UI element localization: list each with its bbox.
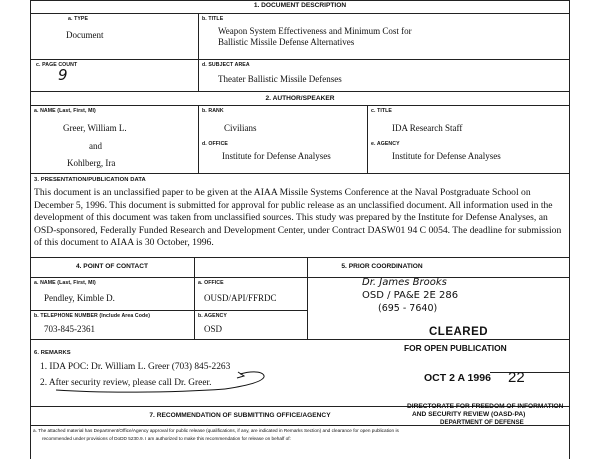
section-5-header: 5. PRIOR COORDINATION [341, 263, 423, 270]
rule [490, 372, 570, 373]
rule [30, 173, 570, 174]
agency-label: e. AGENCY [371, 141, 400, 147]
subject-area-label: d. SUBJECT AREA [202, 62, 250, 68]
coord-agency-value: OSD [204, 324, 223, 334]
section-7-header: 7. RECOMMENDATION OF SUBMITTING OFFICE/AGENCY [149, 412, 331, 419]
remark-1: 1. IDA POC: Dr. William L. Greer (703) 845-2263 [40, 362, 231, 372]
page-count-label: c. PAGE COUNT [36, 62, 78, 68]
page-count-value: 9 [58, 66, 68, 84]
coord-office-value: OUSD/API/FFRDC [204, 293, 277, 303]
section-6-header: 6. REMARKS [34, 350, 71, 356]
office-value: Institute for Defense Analyses [222, 151, 331, 161]
phone-label: b. TELEPHONE NUMBER (Include Area Code) [34, 313, 151, 319]
handwritten-contact-name: Dr. James Brooks [362, 277, 447, 288]
author-title-label: c. TITLE [371, 108, 392, 114]
rule [30, 13, 570, 14]
title-line-1: Weapon System Effectiveness and Minimum Cost for [218, 26, 412, 36]
stamp-for-open-publication: FOR OPEN PUBLICATION [404, 343, 507, 353]
recommendation-line-2: recommended under provisions of DoDD 5230.9. I am authorized to make this recommendation for release on behalf of: [42, 436, 291, 441]
section-1-header: 1. DOCUMENT DESCRIPTION [253, 2, 347, 9]
handwritten-contact-phone: (695 - 7640) [378, 303, 438, 314]
author-and: and [89, 141, 102, 151]
stamp-date: OCT 2 A 1996 [424, 372, 491, 384]
author-name-1: Greer, William L. [63, 123, 127, 133]
presentation-text: This document is an unclassified paper to be given at the AIAA Missile Systems Conference at the Naval Postgraduate School on December 5, 1996. This document is submitted for approval for public release as an unclassified document. All information used in the development of this document was taken from unclassified sources. This study was prepared by the Institute for Defense Analyses, an OSD-sponsored, Federally Funded Research and Development Center, under Contract DASW01 94 C 0054. The deadline for submission of this document to AIAA is 30 October, 1996. [34, 187, 562, 249]
title-label: b. TITLE [202, 16, 224, 22]
rule [30, 91, 570, 92]
remark-underline-scribble [40, 360, 280, 400]
subject-area-value: Theater Ballistic Missile Defenses [218, 74, 342, 84]
remark-2: 2. After security review, please call Dr. Greer. [40, 378, 212, 388]
title-line-2: Ballistic Missile Defense Alternatives [218, 37, 355, 47]
phone-value: 703-845-2361 [44, 324, 95, 334]
section-4-header: 4. POINT OF CONTACT [75, 263, 149, 270]
type-label: a. TYPE [68, 16, 89, 22]
section-2-header: 2. AUTHOR/SPEAKER [265, 95, 335, 102]
stamp-security-review: AND SECURITY REVIEW (OASD-PA) [412, 411, 526, 418]
handwritten-contact-office: OSD / PA&E 2E 286 [362, 290, 459, 301]
rank-label: b. RANK [202, 108, 224, 114]
agency-value: Institute for Defense Analyses [392, 151, 501, 161]
poc-name-value: Pendley, Kimble D. [44, 293, 115, 303]
author-name-2: Kohlberg, Ira [67, 158, 116, 168]
rule [30, 310, 307, 311]
rule [307, 277, 308, 339]
author-name-label: a. NAME (Last, First, MI) [34, 108, 96, 114]
rule [30, 277, 570, 278]
poc-name-label: a. NAME (Last, First, MI) [34, 280, 96, 286]
section-3-header: 3. PRESENTATION/PUBLICATION DATA [34, 177, 146, 183]
rule [30, 59, 570, 60]
rule [30, 257, 570, 258]
rule [198, 105, 199, 173]
stamp-department: DEPARTMENT OF DEFENSE [440, 419, 524, 426]
rule [198, 13, 199, 91]
rule [30, 0, 570, 1]
coord-agency-label: b. AGENCY [198, 313, 227, 319]
office-label: d. OFFICE [202, 141, 228, 147]
type-value: Document [66, 30, 104, 40]
recommendation-line-1: a. The attached material has Department/Office/Agency approval for public release (qualifications, if any, are indicated in Remarks Section) and clearance for open publication is [33, 428, 399, 433]
rule [367, 105, 368, 173]
stamp-day-mark: 22 [508, 369, 525, 386]
rank-value: Civilians [224, 123, 257, 133]
stamp-cleared: CLEARED [429, 326, 489, 338]
author-title-value: IDA Research Staff [392, 123, 463, 133]
rule [30, 105, 570, 106]
stamp-directorate: DIRECTORATE FOR FREEDOM OF INFORMATION [407, 403, 564, 410]
coord-office-label: a. OFFICE [198, 280, 224, 286]
rule [30, 339, 570, 340]
